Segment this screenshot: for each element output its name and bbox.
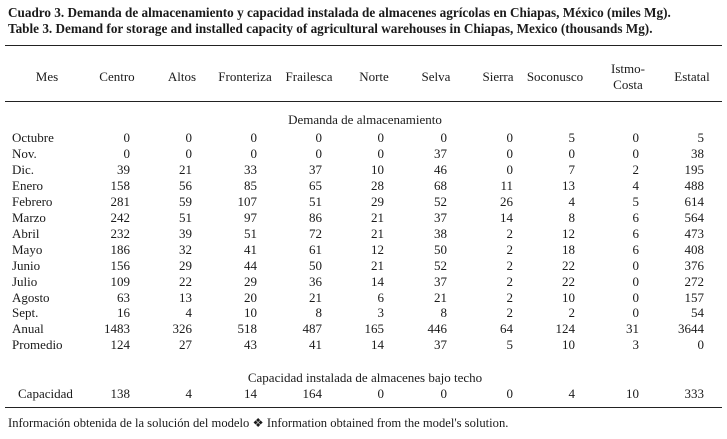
table-cell: 21: [371, 209, 384, 225]
column-header: Altos: [167, 69, 197, 84]
table-cell: 107: [237, 193, 257, 209]
table-cell: 564: [684, 209, 704, 225]
table-cell: 37: [434, 145, 447, 161]
table-cell: 43: [244, 337, 257, 353]
table-cell: 0: [632, 145, 639, 161]
table-cell: 22: [562, 257, 575, 273]
table-cell: 10: [626, 386, 639, 401]
table-cell: 37: [434, 209, 447, 225]
table-cell: 38: [691, 145, 704, 161]
table-cell: 0: [123, 145, 130, 161]
table-cell: 0: [377, 145, 384, 161]
table-cell: 158: [110, 177, 130, 193]
table-cell: 21: [434, 289, 447, 305]
table-cell: 50: [434, 241, 447, 257]
table-cell: 21: [309, 289, 322, 305]
row-label: Junio: [12, 257, 41, 273]
table-cell: 614: [684, 193, 704, 209]
table-cell: 29: [244, 273, 257, 289]
table-cell: 39: [117, 161, 130, 177]
table-cell: 2: [506, 257, 513, 273]
table-cell: 2: [506, 289, 513, 305]
table-cell: 2: [506, 273, 513, 289]
table-cell: 8: [568, 209, 575, 225]
table-cell: 56: [179, 177, 192, 193]
table-cell: 26: [500, 193, 513, 209]
table-cell: 281: [110, 193, 130, 209]
table-cell: 272: [684, 273, 704, 289]
table-cell: 59: [179, 193, 192, 209]
table-cell: 14: [244, 386, 257, 401]
table-cell: 64: [500, 321, 513, 337]
table-cell: 85: [244, 177, 257, 193]
table-cell: 36: [309, 273, 322, 289]
table-cell: 473: [684, 225, 704, 241]
table-cell: 8: [315, 305, 322, 321]
table-cell: 124: [555, 321, 575, 337]
table-cell: 52: [434, 257, 447, 273]
table-cell: 0: [697, 337, 704, 353]
table-cell: 31: [626, 321, 639, 337]
table-cell: 333: [684, 386, 704, 401]
table-cell: 5: [506, 337, 513, 353]
table-cell: 29: [371, 193, 384, 209]
table-cell: 4: [568, 193, 575, 209]
table-cell: 54: [691, 305, 704, 321]
row-label: Anual: [12, 321, 44, 337]
table-cell: 0: [315, 130, 322, 145]
table-cell: 376: [684, 257, 704, 273]
table-cell: 195: [684, 161, 704, 177]
table-cell: 61: [309, 241, 322, 257]
table-cell: 10: [244, 305, 257, 321]
table-cell: 51: [244, 225, 257, 241]
table-cell: 10: [562, 337, 575, 353]
table-cell: 38: [434, 225, 447, 241]
table-cell: 0: [250, 130, 257, 145]
table-cell: 21: [179, 161, 192, 177]
table-cell: 86: [309, 209, 322, 225]
row-label: Abril: [12, 225, 40, 241]
table-cell: 37: [434, 337, 447, 353]
table-cell: 51: [309, 193, 322, 209]
table-cell: 0: [506, 130, 513, 145]
column-header: Soconusco: [526, 69, 584, 84]
table-cell: 37: [434, 273, 447, 289]
bottom-rule: [5, 407, 722, 408]
section-title-capacity: Capacidad instalada de almacenes bajo techo: [247, 370, 483, 385]
header-rule: [5, 101, 722, 102]
table-cell: 0: [568, 145, 575, 161]
table-cell: 518: [237, 321, 257, 337]
table-cell: 4: [568, 386, 575, 401]
table-cell: 6: [377, 289, 384, 305]
table-cell: 156: [110, 257, 130, 273]
row-label: Marzo: [12, 209, 46, 225]
table-cell: 488: [684, 177, 704, 193]
table-cell: 22: [562, 273, 575, 289]
column-header: Sierra: [482, 69, 514, 84]
table-cell: 326: [172, 321, 192, 337]
table-cell: 6: [632, 225, 639, 241]
row-label: Julio: [12, 273, 38, 289]
row-label: Nov.: [12, 145, 37, 161]
column-header: Norte: [359, 69, 389, 84]
table-cell: 0: [506, 386, 513, 401]
table-cell: 157: [684, 289, 704, 305]
table-cell: 16: [117, 305, 130, 321]
table-cell: 68: [434, 177, 447, 193]
table-cell: 46: [434, 161, 447, 177]
table-cell: 0: [377, 130, 384, 145]
table-cell: 51: [179, 209, 192, 225]
footnote: Información obtenida de la solución del modelo ❖ Information obtained from the model's solution.: [8, 416, 509, 430]
row-label: Mayo: [12, 241, 43, 257]
table-cell: 11: [500, 177, 513, 193]
table-cell: 124: [110, 337, 130, 353]
table-cell: 22: [179, 273, 192, 289]
table-cell: 28: [371, 177, 384, 193]
column-header: Selva: [421, 69, 451, 84]
table-cell: 41: [244, 241, 257, 257]
table-cell: 0: [315, 145, 322, 161]
table-cell: 2: [506, 305, 513, 321]
table-cell: 2: [506, 225, 513, 241]
table-cell: 0: [506, 145, 513, 161]
table-cell: 0: [440, 386, 447, 401]
table-cell: 0: [440, 130, 447, 145]
table-cell: 10: [371, 161, 384, 177]
table-cell: 6: [632, 209, 639, 225]
table-cell: 0: [632, 257, 639, 273]
table-cell: 2: [632, 161, 639, 177]
row-label: Dic.: [12, 161, 35, 177]
table-cell: 408: [684, 241, 704, 257]
table-cell: 4: [632, 177, 639, 193]
table-cell: 3: [632, 337, 639, 353]
row-label: Sept.: [12, 305, 39, 321]
column-header: Frailesca: [285, 69, 333, 84]
row-label: Febrero: [12, 193, 53, 209]
table-cell: 0: [632, 305, 639, 321]
table-cell: 18: [562, 241, 575, 257]
table-cell: 3644: [678, 321, 704, 337]
table-cell: 27: [179, 337, 192, 353]
table-cell: 13: [562, 177, 575, 193]
table-cell: 0: [632, 289, 639, 305]
table-cell: 97: [244, 209, 257, 225]
table-cell: 21: [371, 257, 384, 273]
table-cell: 138: [110, 386, 130, 401]
table-cell: 487: [302, 321, 322, 337]
table-cell: 8: [440, 305, 447, 321]
table-cell: 0: [123, 130, 130, 145]
table-cell: 14: [371, 273, 384, 289]
table-cell: 109: [110, 273, 130, 289]
table-cell: 50: [309, 257, 322, 273]
table-cell: 33: [244, 161, 257, 177]
table-cell: 6: [632, 241, 639, 257]
table-cell: 1483: [104, 321, 130, 337]
table-cell: 446: [427, 321, 447, 337]
table-cell: 41: [309, 337, 322, 353]
table-cell: 32: [179, 241, 192, 257]
table-cell: 5: [632, 193, 639, 209]
table-cell: 2: [568, 305, 575, 321]
column-header: Istmo- Costa: [611, 61, 645, 92]
table-cell: 4: [185, 386, 192, 401]
table-cell: 0: [185, 145, 192, 161]
table-cell: 4: [185, 305, 192, 321]
table-cell: 232: [110, 225, 130, 241]
column-header-mes: Mes: [35, 69, 59, 84]
table-cell: 20: [244, 289, 257, 305]
table-cell: 63: [117, 289, 130, 305]
table-cell: 13: [179, 289, 192, 305]
table-caption: [8, 5, 723, 37]
row-label: Capacidad: [18, 386, 73, 401]
table-cell: 29: [179, 257, 192, 273]
table-cell: 0: [185, 130, 192, 145]
top-rule: [5, 45, 722, 46]
table-cell: 12: [371, 241, 384, 257]
table-cell: 3: [377, 305, 384, 321]
table-cell: 5: [568, 130, 575, 145]
table-cell: 65: [309, 177, 322, 193]
table-cell: 10: [562, 289, 575, 305]
caption-english: Table 3. Demand for storage and installed capacity of agricultural warehouses in Chiapas, Mexico (thousands Mg).: [8, 21, 653, 36]
table-cell: 14: [500, 209, 513, 225]
table-cell: 0: [377, 386, 384, 401]
row-label: Enero: [12, 177, 44, 193]
table-cell: 7: [568, 161, 575, 177]
table-cell: 14: [371, 337, 384, 353]
table-cell: 5: [697, 130, 704, 145]
table-cell: 0: [632, 273, 639, 289]
table-cell: 52: [434, 193, 447, 209]
table-cell: 0: [506, 161, 513, 177]
table-cell: 0: [632, 130, 639, 145]
column-header: Centro: [99, 69, 135, 84]
table-cell: 0: [250, 145, 257, 161]
table-cell: 2: [506, 241, 513, 257]
section-title-demand: Demanda de almacenamiento: [288, 112, 442, 127]
column-header: Estatal: [674, 69, 710, 84]
table-cell: 21: [371, 225, 384, 241]
table-cell: 39: [179, 225, 192, 241]
column-header: Fronteriza: [218, 69, 272, 84]
table-cell: 72: [309, 225, 322, 241]
row-label: Octubre: [12, 130, 54, 145]
caption-spanish: Cuadro 3. Demanda de almacenamiento y capacidad instalada de almacenes agrícolas en Chiapas, México (miles Mg).: [8, 5, 671, 20]
row-label: Promedio: [12, 337, 63, 353]
table-cell: 186: [110, 241, 130, 257]
table-cell: 165: [364, 321, 384, 337]
table-cell: 37: [309, 161, 322, 177]
table-cell: 164: [302, 386, 322, 401]
table-cell: 242: [110, 209, 130, 225]
table-cell: 12: [562, 225, 575, 241]
row-label: Agosto: [12, 289, 50, 305]
table-cell: 44: [244, 257, 257, 273]
